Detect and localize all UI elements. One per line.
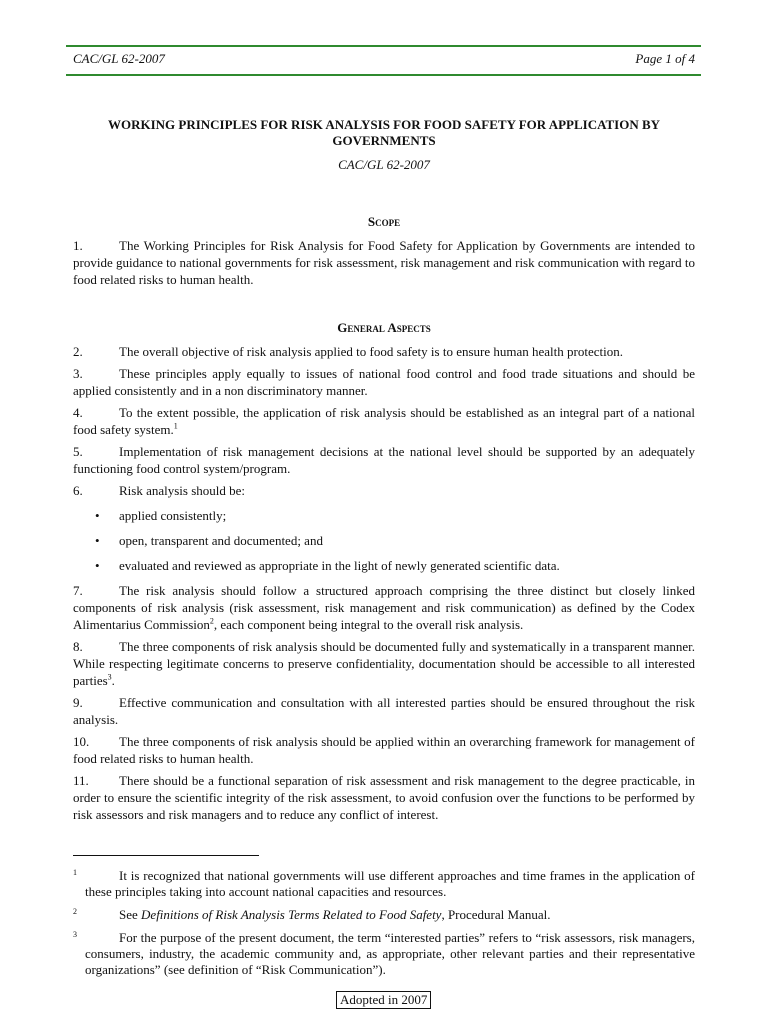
footnote-text: It is recognized that national governments will use different approaches and time frames in the application of these principles taking into account national capacities and resources. xyxy=(85,868,695,899)
footnote-number: 1 xyxy=(73,868,77,877)
paragraph-10 xyxy=(73,733,695,767)
paragraph-text: The three components of risk analysis should be documented fully and systematically in a transparent manner. While respecting legitimate concerns to preserve confidentiality, documentation should be accessible to all interested parties xyxy=(73,639,695,688)
paragraph-text: The Working Principles for Risk Analysis for Food Safety for Application by Governments are intended to provide guidance to national governments for risk assessment, risk management and risk communication with regard to food related risks to human health. xyxy=(73,238,695,287)
footnotes xyxy=(73,868,695,985)
paragraph-number: 5. xyxy=(73,444,83,459)
paragraph-number: 2. xyxy=(73,344,83,359)
document-subtitle: CAC/GL 62-2007 xyxy=(338,157,430,172)
paragraph-text: Risk analysis should be: xyxy=(119,483,246,498)
paragraph-text: Effective communication and consultation with all interested parties should be ensured throughout the risk analysis. xyxy=(73,695,695,727)
footnote-citation: Definitions of Risk Analysis Terms Related to Food Safety xyxy=(141,907,442,922)
document-code: CAC/GL 62-2007 xyxy=(73,51,165,66)
paragraph-text: The three components of risk analysis should be applied within an overarching framework for management of food related risks to human health. xyxy=(73,734,695,766)
header-rule-top xyxy=(66,45,701,47)
paragraph-11 xyxy=(73,772,695,823)
paragraph-2 xyxy=(73,343,695,360)
header-rule-bottom xyxy=(66,74,701,76)
bullet-icon: • xyxy=(95,533,100,548)
footnote-separator xyxy=(73,855,259,856)
paragraph-1 xyxy=(73,237,695,288)
general-aspects-content xyxy=(73,343,695,828)
bullet-icon: • xyxy=(95,508,100,523)
paragraph-number: 6. xyxy=(73,483,83,498)
paragraph-text: To the extent possible, the application of risk analysis should be established as an integral part of a national food safety system. xyxy=(73,405,695,437)
paragraph-number: 10. xyxy=(73,734,90,749)
list-item: • evaluated and reviewed as appropriate in the light of newly generated scientific data. xyxy=(95,558,560,573)
paragraph-4 xyxy=(73,404,695,438)
paragraph-8: 8. The three components of risk analysis should be documented fully and systematically in a transparent manner. While respecting legitimate concerns to preserve confidentiality, documentation should be accessible to all interested parties$^3$. xyxy=(73,639,695,688)
bullet-list xyxy=(73,507,695,574)
paragraph-text: There should be a functional separation of risk assessment and risk management to the degree practicable, in order to ensure the scientific integrity of the risk assessment, to avoid confusion over the functions to be performed by risk assessors and risk managers and to reduce any conflict of interest. xyxy=(73,773,695,822)
scope-content xyxy=(73,237,695,293)
paragraph-6 xyxy=(73,482,695,499)
footnote-3 xyxy=(73,930,695,978)
paragraph-number: 3. xyxy=(73,366,83,381)
bullet-icon: • xyxy=(95,558,100,573)
page-header xyxy=(73,51,695,67)
section-heading-general-aspects: General Aspects xyxy=(337,320,431,335)
footnote-number: 2 xyxy=(73,907,77,916)
footnote-ref: 3 xyxy=(107,672,112,682)
footnote-ref: 2 xyxy=(209,616,214,626)
footnote-1 xyxy=(73,868,695,900)
paragraph-number: 7. xyxy=(73,583,83,598)
paragraph-text-tail: , each component being integral to the overall risk analysis. xyxy=(213,617,524,632)
paragraph-text: Implementation of risk management decisions at the national level should be supported by an adequately functioning food control system/program. xyxy=(73,444,695,476)
paragraph-7 xyxy=(73,582,695,633)
footnote-text: For the purpose of the present document, the term “interested parties” refers to “risk assessors, risk managers, consumers, industry, the academic community and, as appropriate, other relevant parties and their representative organizations” (see definition of “Risk Communication”). xyxy=(85,930,695,977)
paragraph-number: 8. xyxy=(73,639,83,654)
page-number: Page 1 of 4 xyxy=(635,51,695,66)
list-item: • open, transparent and documented; and xyxy=(95,533,323,548)
paragraph-text: The overall objective of risk analysis applied to food safety is to ensure human health protection. xyxy=(119,344,623,359)
paragraph-number: 11. xyxy=(73,773,89,788)
footnote-number: 3 xyxy=(73,930,77,939)
paragraph-number: 4. xyxy=(73,405,83,420)
paragraph-number: 1. xyxy=(73,238,83,253)
paragraph-9 xyxy=(73,694,695,728)
footnote-2: 2 See Definitions of Risk Analysis Terms Related to Food Safety, Procedural Manual. xyxy=(73,907,695,923)
document-title: WORKING PRINCIPLES FOR RISK ANALYSIS FOR FOOD SAFETY FOR APPLICATION BY GOVERNMENTS xyxy=(107,117,661,148)
list-item: • applied consistently; xyxy=(95,508,227,523)
footnote-ref: 1 xyxy=(173,421,178,431)
paragraph-text: The risk analysis should follow a structured approach comprising the three distinct but closely linked components of risk analysis (risk assessment, risk management and risk communication) as defined by the Codex Alimentarius Commission xyxy=(73,583,695,632)
paragraph-number: 9. xyxy=(73,695,83,710)
section-heading-scope: Scope xyxy=(367,214,401,229)
adopted-badge: Adopted in 2007 xyxy=(336,991,431,1009)
paragraph-text: These principles apply equally to issues of national food control and food trade situations and should be applied consistently and in a non discriminatory manner. xyxy=(73,366,695,398)
paragraph-5 xyxy=(73,443,695,477)
paragraph-3 xyxy=(73,365,695,399)
